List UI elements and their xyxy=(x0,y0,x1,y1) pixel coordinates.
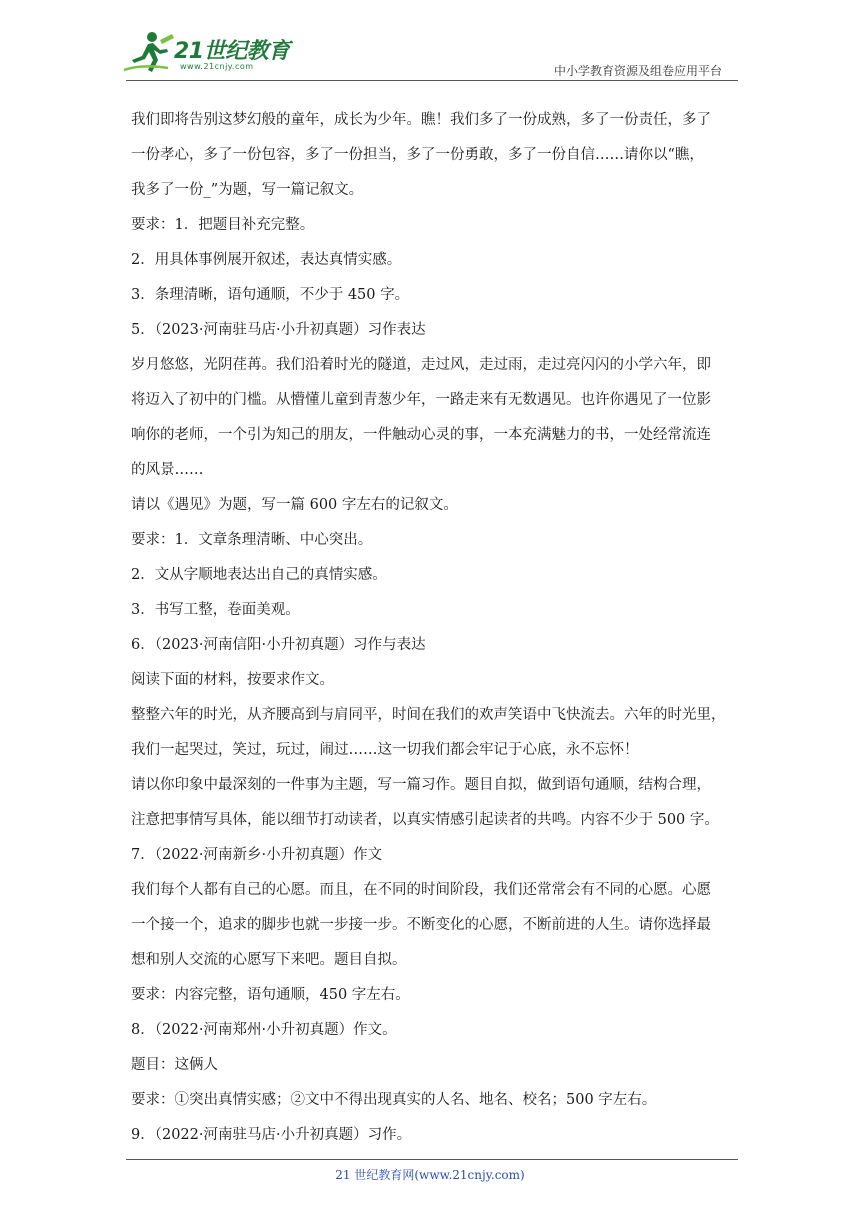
text-line: 9．（2022·河南驻马店·小升初真题）习作。 xyxy=(131,1127,412,1143)
text-line: 请以《遇见》为题，写一篇 600 字左右的记叙文。 xyxy=(131,497,458,513)
text-line: 一份孝心，多了一份包容，多了一份担当，多了一份勇敢，多了一份自信……请你以“瞧， xyxy=(131,147,704,163)
logo-text: 21世纪教育 xyxy=(174,39,290,64)
text-line: 岁月悠悠，光阴荏苒。我们沿着时光的隧道，走过风，走过雨，走过亮闪闪的小学六年，即 xyxy=(131,357,711,373)
running-figure-icon xyxy=(122,30,178,76)
text-line: 阅读下面的材料，按要求作文。 xyxy=(131,672,334,688)
text-line: 3．条理清晰，语句通顺，不少于 450 字。 xyxy=(131,287,410,303)
text-line: 整整六年的时光，从齐腰高到与肩同平，时间在我们的欢声笑语中飞快流去。六年的时光里， xyxy=(131,707,726,723)
text-line: 要求：①突出真情实感；②文中不得出现真实的人名、地名、校名；500 字左右。 xyxy=(131,1092,657,1108)
text-line: 8．（2022·河南郑州·小升初真题）作文。 xyxy=(131,1022,397,1038)
footer-link[interactable]: 21 世纪教育网(www.21cnjy.com) xyxy=(335,1168,525,1182)
header-divider xyxy=(126,80,738,81)
text-line: 2．文从字顺地表达出自己的真情实感。 xyxy=(131,567,387,583)
site-logo[interactable] xyxy=(122,30,292,76)
text-line: 一个接一个，追求的脚步也就一步接一步。不断变化的心愿，不断前进的人生。请你选择最 xyxy=(131,917,711,933)
page-header xyxy=(0,0,860,80)
text-line: 我们一起哭过，笑过，玩过，闹过……这一切我们都会牢记于心底，永不忘怀！ xyxy=(131,742,639,758)
logo-url: www.21cnjy.com xyxy=(180,62,254,71)
text-line: 要求：1．文章条理清晰、中心突出。 xyxy=(131,532,373,548)
text-line: 要求：1．把题目补充完整。 xyxy=(131,217,315,233)
platform-tagline: 中小学教育资源及组卷应用平台 xyxy=(553,64,722,78)
text-line: 将迈入了初中的门槛。从懵懂儿童到青葱少年，一路走来有无数遇见。也许你遇见了一位影 xyxy=(131,392,711,408)
text-line: 注意把事情写具体，能以细节打动读者，以真实情感引起读者的共鸣。内容不少于 500 字。 xyxy=(131,812,719,828)
text-line: 我多了一份_”为题，写一篇记叙文。 xyxy=(131,182,364,198)
text-line: 的风景…… xyxy=(131,462,204,478)
text-line: 要求：内容完整，语句通顺，450 字左右。 xyxy=(131,987,410,1003)
text-line: 响你的老师，一个引为知己的朋友，一件触动心灵的事，一本充满魅力的书，一处经常流连 xyxy=(131,427,711,443)
text-line: 5．（2023·河南驻马店·小升初真题）习作表达 xyxy=(131,322,426,338)
text-line: 想和别人交流的心愿写下来吧。题目自拟。 xyxy=(131,952,407,968)
document-body xyxy=(131,103,737,1153)
text-line: 3．书写工整，卷面美观。 xyxy=(131,602,300,618)
text-line: 6．（2023·河南信阳·小升初真题）习作与表达 xyxy=(131,637,426,653)
text-line: 我们每个人都有自己的心愿。而且，在不同的时间阶段，我们还常常会有不同的心愿。心愿 xyxy=(131,882,711,898)
text-line: 我们即将告别这梦幻般的童年，成长为少年。瞧！我们多了一份成熟，多了一份责任，多了 xyxy=(131,112,711,128)
text-line: 7．（2022·河南新乡·小升初真题）作文 xyxy=(131,847,383,863)
text-line: 2．用具体事例展开叙述，表达真情实感。 xyxy=(131,252,402,268)
text-line: 请以你印象中最深刻的一件事为主题，写一篇习作。题目自拟，做到语句通顺，结构合理， xyxy=(131,777,711,793)
text-line: 题目：这俩人 xyxy=(131,1057,218,1073)
footer-divider xyxy=(126,1159,738,1160)
